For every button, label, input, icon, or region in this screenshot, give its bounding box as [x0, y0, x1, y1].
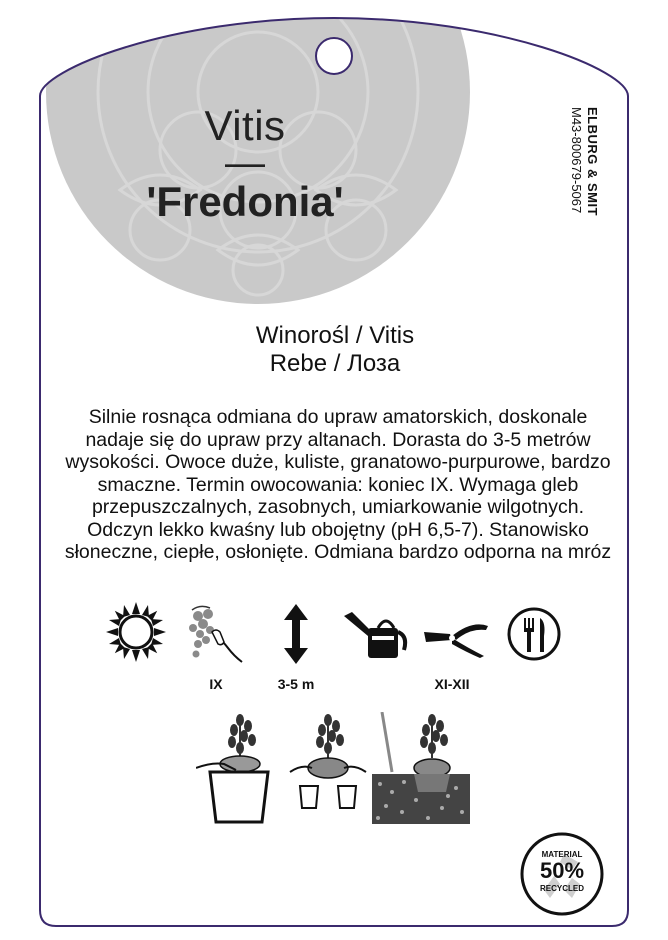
- fork-knife-icon: [506, 606, 562, 662]
- height-arrow-icon: [282, 604, 310, 664]
- recycle-bottom-text: RECYCLED: [539, 884, 584, 893]
- hanging-hole: [316, 38, 352, 74]
- cultivar-title: 'Fredonia': [146, 178, 344, 225]
- title-dash: —: [225, 141, 265, 185]
- pruning-caption: XI-XII: [434, 676, 470, 692]
- harvest-caption: IX: [209, 676, 223, 692]
- recycle-percent: 50%: [539, 858, 585, 883]
- description: Silnie rosnąca odmiana do upraw amatorskich, doskonale nadaje się do upraw przy altanach. Dorasta do 3-5 metrów wysokości. Owoce duże, kuliste, granatowo-purpurowe, bardzo smaczne. Termin owocowania: koniec IX. Wymaga gleb przepuszczalnych, zasobnych, umiarkowanie wilgotnych. Odczyn lekko kwaśny lub obojętny (pH 6,5-7). Stanowisko słoneczne, ciepłe, osłonięte. Odmiana bardzo odporna na mróz: [64, 406, 612, 563]
- plant-in-soil-step-icon: [372, 712, 470, 824]
- watering-can-icon: [342, 610, 410, 660]
- height-caption: 3-5 m: [277, 676, 315, 692]
- common-name-line-1: Winorośl / Vitis: [255, 322, 415, 349]
- recycle-top-text: MATERIAL: [541, 850, 583, 859]
- grape-harvest-icon: [186, 604, 246, 666]
- brand-block: [566, 107, 602, 247]
- recycled-material-badge: [520, 832, 604, 916]
- loosen-roots-step-icon: [288, 712, 368, 824]
- brand-name: ELBURG & SMIT: [585, 107, 600, 217]
- common-name-line-2: Rebe / Лоза: [269, 350, 401, 377]
- genus-title: Vitis: [204, 102, 286, 149]
- product-code: M43-800679-5067: [569, 107, 584, 214]
- pruning-shears-icon: [422, 614, 490, 660]
- sun-icon: [106, 602, 166, 662]
- common-names: [180, 322, 490, 378]
- remove-pot-step-icon: [196, 712, 282, 824]
